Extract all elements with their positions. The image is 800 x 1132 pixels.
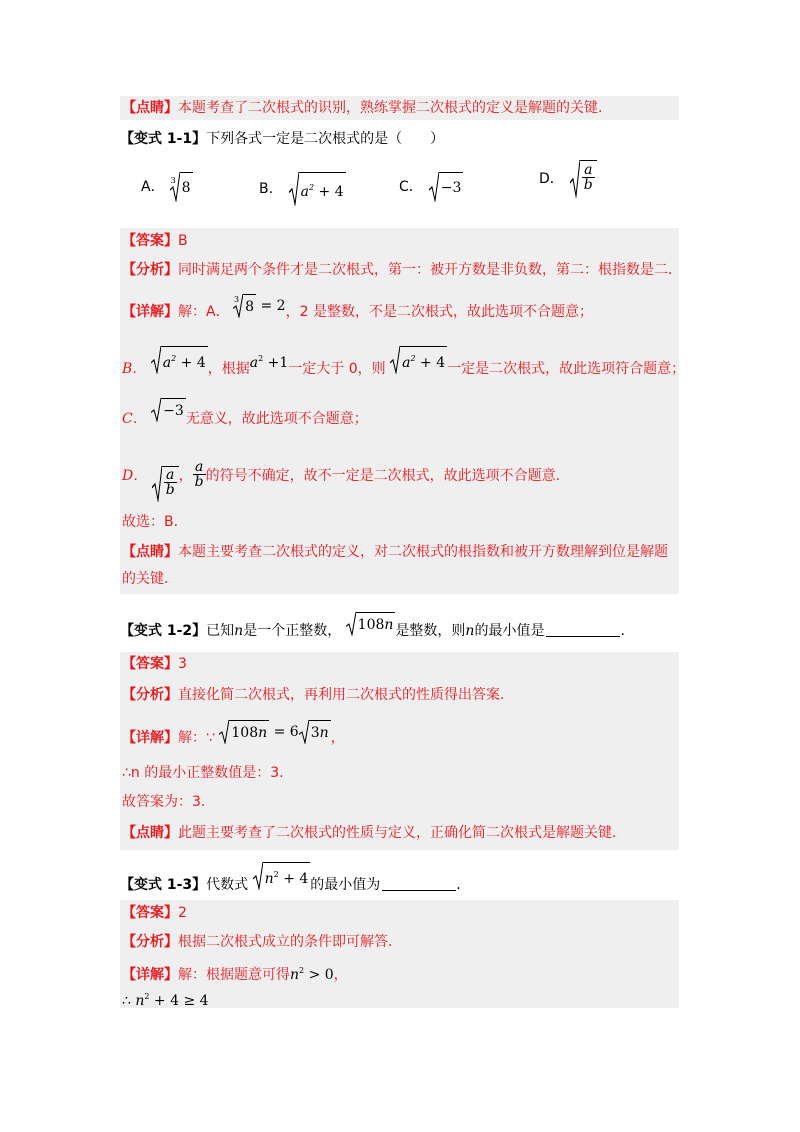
math-sqrt108n-eq: 108n = 6 3n [219,720,330,744]
question-1-3 [120,862,461,896]
note-tag: 【点睛】 [122,825,178,841]
option-a [141,172,193,203]
radical: $a^2 + 4$ [289,172,346,206]
analysis-text: 同时满足两个条件才是二次根式，第一：被开方数是非负数，第二：根指数是二. [178,262,673,278]
analysis-line [122,684,504,706]
detail-sep: ， [178,468,193,484]
detail-prefix: 解：A． [178,304,230,320]
math-sqrt-a2-4: $a^2 + 4$ [390,346,447,374]
option-b [259,172,346,206]
detail-line-c [122,398,368,430]
detail-line-a [122,294,593,323]
detail-text: 解：根据题意可得 [178,967,290,983]
math-var-n: n [465,623,475,639]
detail-text: 一定大于 0，则 [288,361,386,377]
note-text: 本题主要考查二次根式的定义，对二次根式的根指数和被开方数理解到位是解题 [178,544,668,560]
note-line-1 [122,97,602,119]
detail-tag: 【详解】 [122,304,178,320]
question-stem: 下列各式一定是二次根式的是（ ） [206,131,445,147]
note-tag: 【点睛】 [122,100,178,116]
detail-tag: 【详解】 [122,967,178,983]
detail-prefix: C． [122,411,147,427]
question-tag: 【变式 1-3】 [120,877,207,893]
choose-line: 故选：B. [122,514,179,530]
analysis-line [122,931,392,953]
note-text: 此题主要考查了二次根式的性质与定义，正确化简二次根式是解题关键. [178,825,617,841]
math-n2-4-ge-4: ∴ $n^2 + 4 \ge 4$ [122,992,209,1009]
answer-tag: 【答案】 [122,905,178,921]
analysis-tag: 【分析】 [122,934,178,950]
therefore-line [122,986,209,1012]
math-sqrt-a2-4: $a^2 + 4$ [151,346,208,374]
math-sqrt-a-over-b: $\frac{a}{b}$ [152,466,179,502]
option-label: D． [539,171,564,187]
option-label: B． [259,181,283,197]
question-text: 代数式 [206,877,249,893]
question-text: 已知 [206,623,235,639]
answer-blank[interactable] [382,876,456,891]
question-text: 是整数，则 [395,623,466,639]
detail-text: 的符号不确定，故不一定是二次根式，故此选项不合题意. [205,468,561,484]
note-line-2: 的关键. [122,571,169,587]
math-sqrt-neg3: −3 [151,398,186,422]
radical: $\frac{a}{b}$ [570,160,597,198]
final-line: 故答案为：3. [122,794,206,810]
answer-value: 3 [178,656,187,672]
detail-tag: 【详解】 [122,730,178,746]
cube-root-index: 3 [170,176,176,185]
analysis-tag: 【分析】 [122,262,178,278]
detail-text: ，2 是整数，不是二次根式，故此选项不合题意； [285,304,593,320]
analysis-text: 直接化简二次根式，再利用二次根式的性质得出答案. [178,687,505,703]
detail-prefix: B． [122,361,147,377]
question-1-2 [120,612,625,642]
analysis-line [122,259,672,281]
note-line [122,541,668,563]
detail-text: 无意义，故此选项不合题意； [185,411,368,427]
detail-prefix: 解：∵ [178,730,215,746]
detail-line-b [122,346,685,380]
detail-line [122,960,348,986]
detail-end: ， [333,967,348,983]
math-a-over-b: $\frac{a}{b}$ [194,459,204,490]
question-end: . [456,877,461,893]
detail-prefix: D． [122,468,148,484]
answer-line [122,653,187,675]
radical: −3 [429,172,464,202]
answer-value: 2 [178,905,187,921]
option-c [399,172,463,202]
math-sqrt-n2-4: $n^2 + 4$ [253,862,311,890]
option-d [539,160,597,198]
answer-tag: 【答案】 [122,656,178,672]
question-tag: 【变式 1-2】 [120,623,207,639]
solution-box-1-2 [120,652,679,850]
option-label: A． [141,179,165,195]
math-cbrt8: $^3$ 8 = 2 [234,294,286,319]
note-tag: 【点睛】 [122,544,178,560]
therefore-line: ∴n 的最小正整数值是：3. [122,765,284,781]
answer-line [122,902,187,924]
analysis-text: 根据二次根式成立的条件即可解答. [178,934,393,950]
detail-text: 一定是二次根式，故此选项符合题意； [447,361,686,377]
math-var-n: n [234,623,244,639]
question-end: . [620,623,625,639]
question-text: 是一个正整数， [243,623,342,639]
detail-text: ，根据 [207,361,250,377]
answer-line [122,230,188,252]
detail-line-d [122,460,560,502]
question-1-1 [120,128,444,150]
answer-blank[interactable] [546,622,620,637]
option-label: C． [399,179,423,195]
radical: 8 [170,172,193,202]
math-sqrt-108n: 108n [346,612,396,636]
answer-tag: 【答案】 [122,233,178,249]
note-line [122,822,616,844]
question-text: 的最小值为 [310,877,381,893]
detail-end: ， [330,730,345,746]
note-text: 本题考查了二次根式的识别，熟练掌握二次根式的定义是解题的关键. [178,100,603,116]
question-tag: 【变式 1-1】 [120,131,207,147]
analysis-tag: 【分析】 [122,687,178,703]
detail-line [122,720,345,749]
question-text: 的最小值是 [474,623,545,639]
math-a2-1: $a^2 +1$ [249,354,289,371]
answer-value: B [178,233,188,249]
math-n2-gt-0: $n^2 > 0$ [290,966,334,983]
